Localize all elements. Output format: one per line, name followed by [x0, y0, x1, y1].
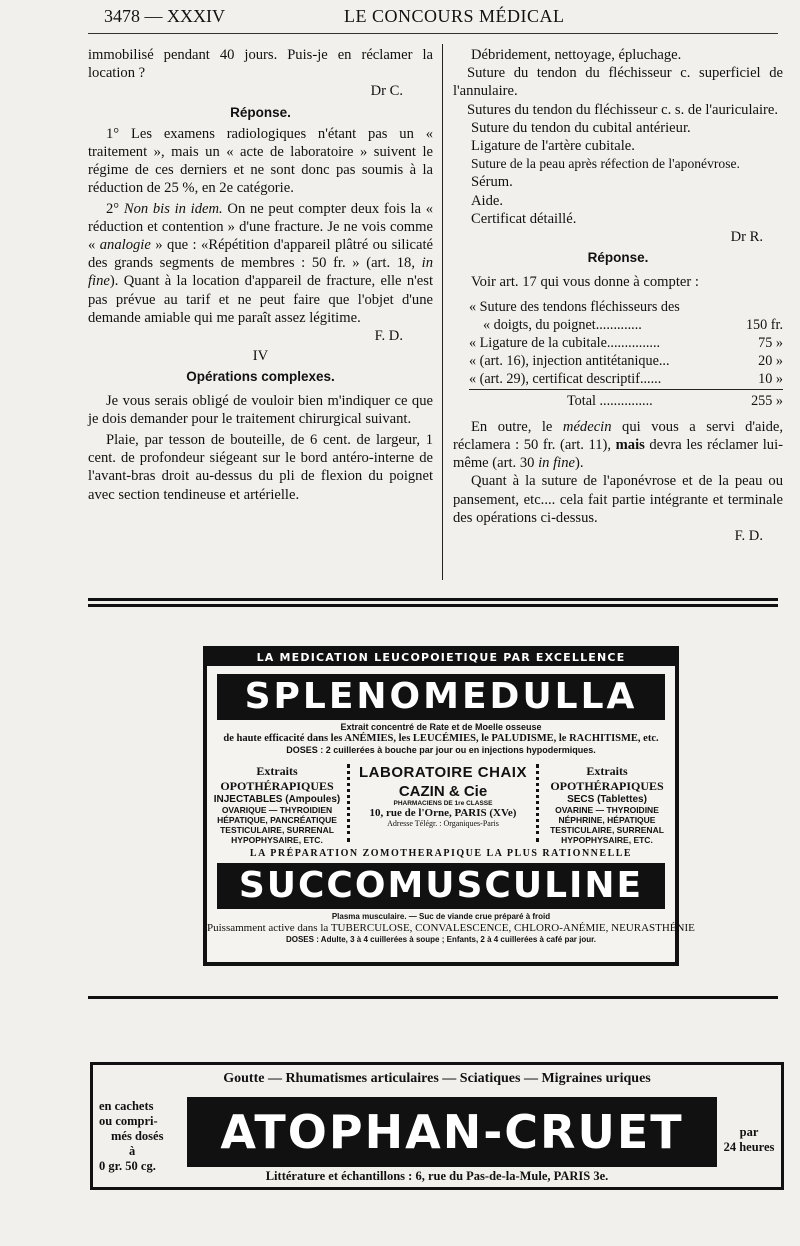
procedure-line: Certificat détaillé.: [471, 210, 577, 227]
response-heading: Réponse.: [230, 104, 291, 120]
response-paragraph: 1° Les examens radiologiques n'étant pas un « traitement », mais un « acte de laboratoire » suivent le régime de ces derniers et ne sont donc pas soumis à la réduction de 25 %, en 2e catégorie.: [88, 125, 433, 197]
ad-left-panel: [207, 764, 350, 845]
ad-left-line: més dosés: [111, 1129, 164, 1143]
lab-telegram: Adresse Télégr. : Organiques-Paris: [387, 819, 499, 828]
question-end: immobilisé pendant 40 jours. Puis-je en réclamer la location ?: [88, 47, 433, 82]
left-panel-item: OVARIQUE — THYROIDIEN: [221, 805, 333, 815]
ad-right-text: [719, 1125, 779, 1155]
ad-mid-block: [207, 764, 675, 845]
ad-left-line: ou compri-: [99, 1114, 158, 1128]
ad-plasma-line: Plasma musculaire. — Suc de viande crue préparé à froid: [331, 912, 551, 921]
procedure-line: Débridement, nettoyage, épluchage.: [471, 47, 682, 63]
ad-left-line: 0 gr. 50 cg.: [99, 1159, 156, 1173]
left-panel-item: HÉPATIQUE, PANCRÉATIQUE: [217, 815, 337, 825]
brand-succomusculine: SUCCOMUSCULINE: [217, 863, 665, 909]
running-header: [104, 6, 778, 30]
header-rule: [88, 33, 778, 34]
ad-left-line: en cachets: [99, 1099, 154, 1113]
ad-indications: de haute efficacité dans les ANÉMIES, les LEUCÉMIES, le PALUDISME, le RACHITISME, etc.: [223, 733, 659, 744]
lab-address: 10, rue de l'Orne, PARIS (XVe): [369, 807, 517, 819]
response-intro: Voir art. 17 qui vous donne à compter :: [471, 274, 699, 291]
right-panel-item: HYPOPHYSAIRE, ETC.: [561, 835, 653, 845]
right-column: [453, 46, 783, 545]
ad-doses: DOSES : 2 cuillerées à bouche par jour ou en injections hypodermiques.: [286, 745, 596, 755]
ad-right-line: 24 heures: [723, 1140, 775, 1154]
fee-row: « (art. 16), injection antitétanique... 20 »: [469, 353, 783, 370]
procedure-line: Suture du tendon du cubital antérieur.: [471, 119, 691, 136]
right-panel-item: NÉPHRINE, HÉPATIQUE: [558, 815, 656, 825]
column-divider: [442, 44, 443, 580]
left-panel-item: TESTICULAIRE, SURRENAL: [220, 825, 334, 835]
ad-doses2: DOSES : Adulte, 3 à 4 cuillerées à soupe ; Enfants, 2 à 4 cuillerées à café par jour.: [285, 935, 597, 944]
signature: Dr C.: [370, 83, 403, 100]
fee-total: Total ............... 255 »: [567, 392, 783, 409]
splenomedulla-advertisement: [203, 646, 695, 966]
lab-title: LABORATOIRE CHAIX: [359, 764, 527, 781]
ad-mid-line: LA PRÉPARATION ZOMOTHERAPIQUE LA PLUS RATIONNELLE: [249, 848, 633, 859]
separator-rule: [88, 996, 778, 999]
left-panel-item: HYPOPHYSAIRE, ETC.: [231, 835, 323, 845]
section-number: IV: [252, 348, 269, 365]
lab-note: PHARMACIENS DE 1re CLASSE: [393, 800, 493, 807]
ad-left-text: [99, 1099, 183, 1174]
fee-row: « Suture des tendons fléchisseurs des: [469, 298, 680, 315]
procedure-line: Suture de la peau après réfection de l'aponévrose.: [471, 156, 740, 172]
signature: F. D.: [734, 528, 763, 545]
journal-title: LE CONCOURS MÉDICAL: [344, 6, 565, 26]
ad-lab-panel: [350, 764, 536, 842]
left-column: [88, 46, 433, 504]
ad-right-panel: [536, 764, 675, 845]
page-number: 3478 — XXXIV: [104, 6, 225, 26]
right-panel-item: OVARINE — THYROIDINE: [555, 805, 659, 815]
ad-bottom-line: Littérature et échantillons : 6, rue du Pas-de-la-Mule, PARIS 3e.: [265, 1169, 609, 1183]
signature: Dr R.: [730, 229, 763, 246]
fee-row: « doigts, du poignet............. 150 fr.: [483, 316, 783, 333]
ad-top-line: Goutte — Rhumatismes articulaires — Sciatiques — Migraines uriques: [223, 1071, 651, 1086]
atophan-advertisement: [90, 1062, 784, 1190]
right-panel-sub: SECS (Tablettes): [567, 794, 647, 805]
ad-left-line: à: [129, 1144, 136, 1158]
response-paragraph: Quant à la suture de l'aponévrose et de la peau ou pansement, etc.... cela fait partie intégrante et terminale des opérations ci-dessus.: [453, 473, 783, 526]
left-panel-title: Extraits OPOTHÉRAPIQUES: [220, 764, 334, 793]
procedure-line: Suture du tendon du fléchisseur c. superficiel de l'annulaire.: [453, 65, 783, 100]
fee-row: « Ligature de la cubitale............... 75 »: [469, 335, 783, 352]
response-heading: Réponse.: [587, 250, 649, 266]
lab-name: CAZIN & Cie: [398, 783, 488, 800]
right-panel-item: TESTICULAIRE, SURRENAL: [550, 825, 664, 835]
brand-splenomedulla: SPLENOMEDULLA: [217, 674, 665, 720]
response-paragraph: 2° Non bis in idem. On ne peut compter deux fois la « réduction et contention » d'une fracture. Je ne vois comme « analogie » que : «Répétition d'appareil plâtré ou silicaté des grands segments de membres : 50 fr. » (art. 18, in fine). Quant à la location d'appareil de fracture, elle n'est pas prévue au tarif et ne peut faire que l'objet d'une demande amiable qui me paraît assez légitime.: [88, 200, 433, 326]
procedure-line: Ligature de l'artère cubitale.: [471, 138, 635, 155]
ad-active-line: Puissamment active dans la TUBERCULOSE, CONVALESCENCE, CHLORO-ANÉMIE, NEURASTHÉNIE: [207, 922, 695, 934]
signature: F. D.: [374, 328, 403, 345]
brand-atophan-cruet: ATOPHAN-CRUET: [187, 1097, 717, 1167]
question-paragraph: Je vous serais obligé de vouloir bien m'indiquer ce que je dois demander pour le traitement chirurgical suivant.: [88, 392, 433, 427]
section-title: Opérations complexes.: [186, 369, 335, 385]
response-paragraph: En outre, le médecin qui vous a servi d'aide, réclamera : 50 fr. (art. 11), mais devra les réclamer lui-même (art. 30 in fine).: [453, 418, 784, 472]
separator-rule: [88, 598, 778, 607]
right-panel-title: Extraits OPOTHÉRAPIQUES: [550, 764, 664, 793]
procedure-line: Aide.: [471, 192, 504, 209]
procedure-line: Sutures du tendon du fléchisseur c. s. de l'auriculaire.: [467, 101, 779, 118]
left-panel-sub: INJECTABLES (Ampoules): [213, 794, 341, 805]
ad-right-line: par: [739, 1125, 759, 1139]
ad-top-banner: LA MEDICATION LEUCOPOIETIQUE PAR EXCELLENCE: [207, 650, 675, 666]
ad-extract-line: Extrait concentré de Rate et de Moelle osseuse: [340, 722, 542, 732]
question-paragraph: Plaie, par tesson de bouteille, de 6 cent. de largeur, 1 cent. de profondeur siégeant sur le bord antéro-interne de l'avant-bras droit au-dessus du pli de flexion du poignet avec section tendineuse et artérielle.: [88, 432, 433, 503]
fee-table: [453, 298, 783, 410]
procedure-line: Sérum.: [471, 174, 513, 191]
fee-row: « (art. 29), certificat descriptif...... 10 »: [469, 370, 783, 389]
